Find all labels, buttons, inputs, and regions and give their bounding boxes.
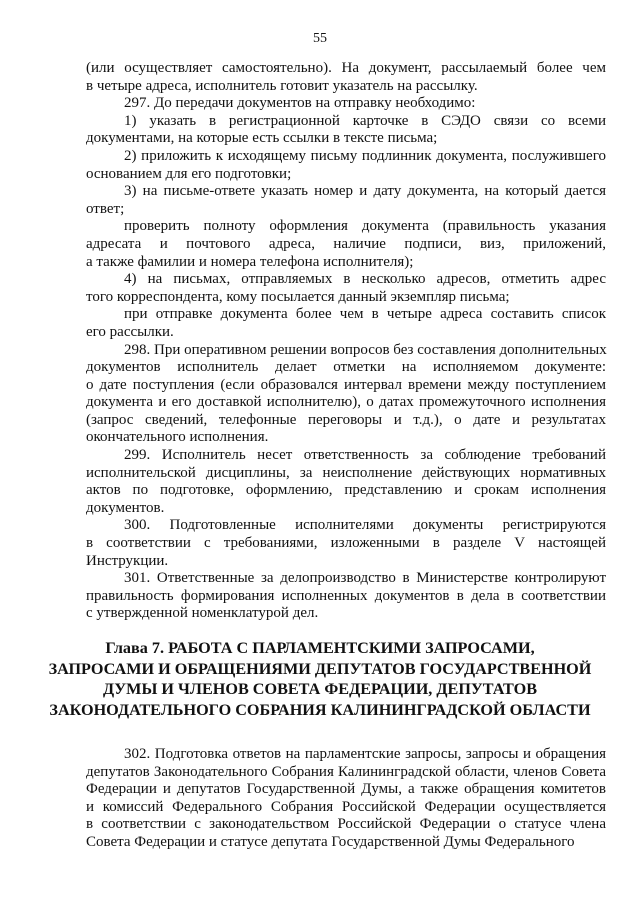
text-line: Инструкции. — [86, 552, 169, 569]
text-line: правильность формирования исполненных документов в дела в соответствии — [86, 587, 606, 604]
text-line: основанием для его подготовки; — [86, 165, 292, 182]
text-line: 299. Исполнитель несет ответственность за соблюдение требований — [124, 447, 606, 464]
text-line: при отправке документа более чем в четыре адреса составить список — [124, 306, 606, 323]
text-line: 298. При оперативном решении вопросов без составления дополнительных — [124, 341, 607, 358]
paragraph — [86, 95, 606, 113]
text-line: проверить полноту оформления документа (правильность указания — [124, 218, 606, 235]
text-line: 2) приложить к исходящему письму подлинник документа, послужившего — [124, 147, 606, 164]
chapter-heading-line: ЗАПРОСАМИ И ОБРАЩЕНИЯМИ ДЕПУТАТОВ ГОСУДАРСТВЕННОЙ — [48, 659, 592, 678]
text-line: ответ; — [86, 200, 125, 217]
text-line: 302. Подготовка ответов на парламентские запросы, запросы и обращения — [124, 746, 606, 762]
body-text-top — [86, 60, 606, 623]
paragraph — [86, 148, 606, 183]
paragraph — [86, 183, 606, 218]
text-line: 4) на письмах, отправляемых в несколько адресов, отметить адрес — [124, 271, 606, 288]
text-line: адресата и почтового адреса, наличие подписи, виз, приложений, — [86, 235, 606, 252]
text-line: с утвержденной номенклатурой дел. — [86, 605, 319, 622]
text-line: документов. — [86, 499, 165, 516]
text-line: 301. Ответственные за делопроизводство в Министерстве контролируют — [124, 570, 606, 587]
text-line: в соответствии с законодательством Российской Федерации о статусе члена — [86, 816, 606, 833]
paragraph — [86, 113, 606, 148]
text-line: и комиссий Федерального Собрания Российской Федерации осуществляется — [86, 798, 606, 815]
paragraph — [86, 60, 606, 95]
page-number: 55 — [313, 31, 327, 46]
text-line: 297. До передачи документов на отправку необходимо: — [124, 95, 476, 112]
chapter-heading-line: Глава 7. РАБОТА С ПАРЛАМЕНТСКИМИ ЗАПРОСАМИ, — [105, 639, 535, 657]
text-line: Совета Федерации и статусе депутата Государственной Думы Федерального — [86, 833, 575, 850]
chapter-heading-line: ЗАКОНОДАТЕЛЬНОГО СОБРАНИЯ КАЛИНИНГРАДСКОЙ ОБЛАСТИ — [49, 700, 591, 719]
text-line: (запрос сведений, телефонные переговоры и т.д.), о дате и результатах — [86, 411, 606, 428]
text-line: о дате поступления (если образовался интервал времени между поступлением — [86, 376, 606, 393]
text-line: в соответствии с требованиями, изложенными в разделе V настоящей — [86, 535, 606, 552]
text-line: документов исполнитель делает отметки на исполняемом документе: — [86, 359, 606, 376]
text-line: документами, на которые есть ссылки в тексте письма; — [86, 130, 438, 147]
text-line: 1) указать в регистрационной карточке в СЭДО связи со всеми — [124, 112, 606, 129]
paragraph — [86, 570, 606, 623]
text-line: окончательного исполнения. — [86, 429, 269, 446]
paragraph — [86, 218, 606, 271]
paragraph — [86, 517, 606, 570]
text-line: исполнительской дисциплины, за неисполнение действующих нормативных — [86, 464, 606, 481]
text-line: а также фамилии и номера телефона исполнителя); — [86, 253, 414, 270]
text-line: актов по подготовке, оформлению, представлению и срокам исполнения — [86, 482, 606, 499]
text-line: 300. Подготовленные исполнителями документы регистрируются — [124, 517, 606, 534]
text-line: его рассылки. — [86, 323, 174, 340]
paragraph — [86, 447, 606, 517]
text-line: того корреспондента, кому посылается данный экземпляр письма; — [86, 288, 510, 305]
text-line: депутатов Законодательного Собрания Калининградской области, членов Совета — [86, 763, 606, 780]
text-line: (или осуществляет самостоятельно). На документ, рассылаемый более чем — [86, 60, 606, 76]
paragraph — [86, 306, 606, 341]
body-text-bottom — [86, 731, 606, 867]
chapter-heading-line: ДУМЫ И ЧЛЕНОВ СОВЕТА ФЕДЕРАЦИИ, ДЕПУТАТОВ — [102, 680, 538, 698]
chapter-heading — [0, 638, 640, 720]
paragraph — [86, 342, 606, 448]
text-line: Федерации и депутатов Государственной Думы, а также обращения комитетов — [86, 781, 606, 798]
paragraph — [86, 746, 606, 852]
text-line: документа и его доставкой исполнителю), о датах промежуточного исполнения — [86, 394, 606, 411]
text-line: в четыре адреса, исполнитель готовит указатель на рассылку. — [86, 77, 478, 94]
paragraph — [86, 271, 606, 306]
text-line: 3) на письме-ответе указать номер и дату документа, на который дается — [124, 183, 606, 200]
